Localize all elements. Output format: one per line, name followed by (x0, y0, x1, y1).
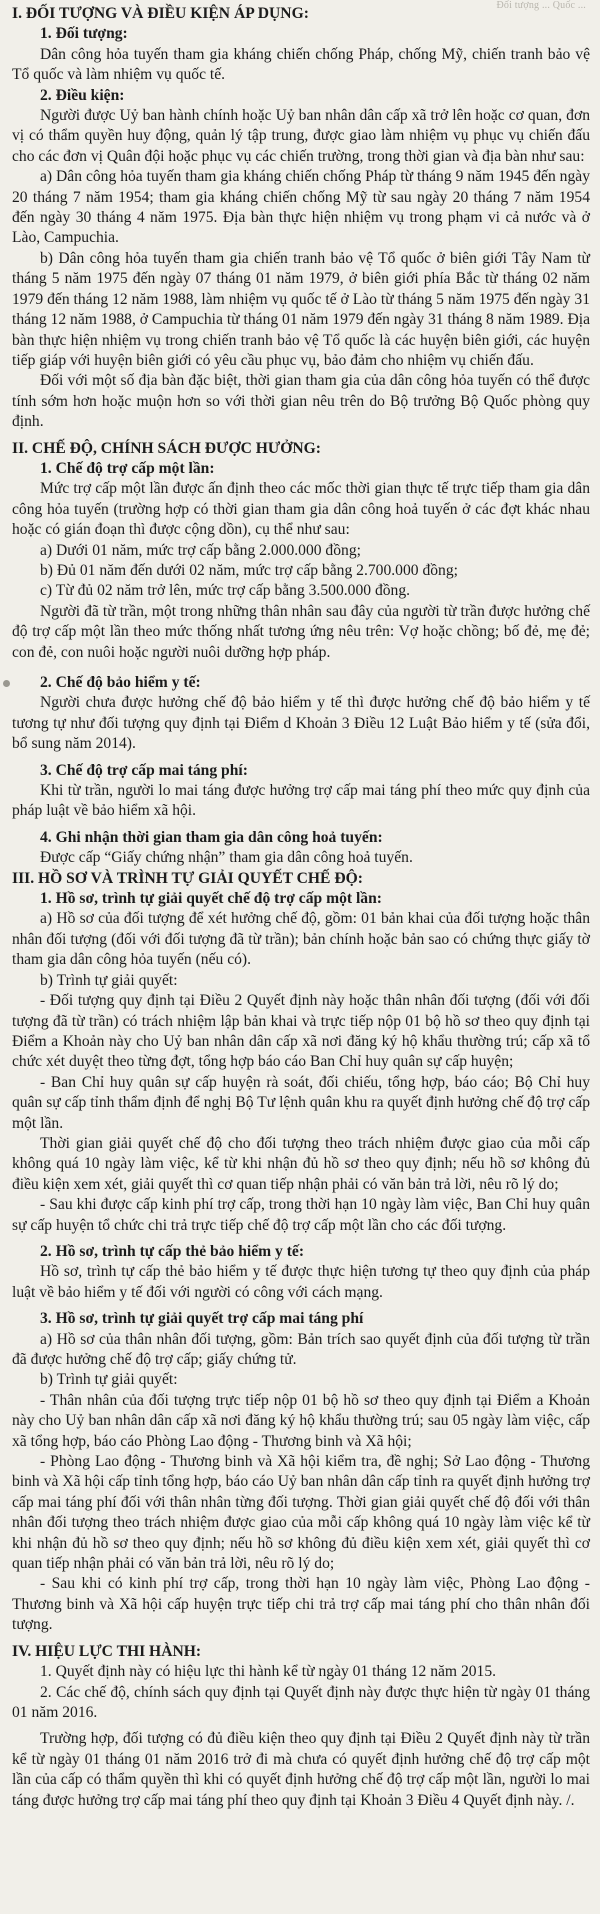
section-2-heading-2 (12, 673, 590, 693)
section-4-paragraph: 1. Quyết định này có hiệu lực thi hành kể từ ngày 01 tháng 12 năm 2015. (40, 1663, 497, 1681)
section-3-paragraph: b) Trình tự giải quyết: (40, 971, 178, 989)
heading-text: 2. Chế độ bảo hiểm y tế: (40, 674, 201, 691)
section-4-paragraph: Trường hợp, đối tượng có đủ điều kiện theo quy định tại Điều 2 Quyết định này từ trần kể từ ngày 01 tháng 01 năm 2016 trở đi mà chưa có quyết định hưởng chế độ trợ cấp một lần của cấp có thẩm quyền thì khi có quyết định hưởng chế độ trợ cấp một lần, người lo mai táng được hưởng trợ cấp mai táng phí theo quy định tại Khoản 3 Điều 4 Quyết định này. /. (12, 1730, 590, 1809)
section-1-paragraph: a) Dân công hỏa tuyến tham gia kháng chiến chống Pháp từ tháng 9 năm 1945 đến ngày 20 tháng 7 năm 1954; tham gia kháng chiến chống Mỹ từ sau ngày 20 tháng 7 năm 1954 đến ngày 30 tháng 4 năm 1975. Địa bàn thực hiện nhiệm vụ trong phạm vi cả nước và ở Lào, Campuchia. (12, 168, 590, 247)
section-2-paragraph: c) Từ đủ 02 năm trở lên, mức trợ cấp bằng 3.500.000 đồng. (40, 582, 411, 600)
section-2-paragraph: a) Dưới 01 năm, mức trợ cấp bằng 2.000.000 đồng; (40, 541, 361, 559)
section-2-paragraph: Khi từ trần, người lo mai táng được hưởng trợ cấp mai táng phí theo mức quy định của pháp luật về bảo hiểm xã hội. (12, 782, 590, 820)
section-3-paragraph: - Đối tượng quy định tại Điều 2 Quyết định này hoặc thân nhân đối tượng (đối với đối tượng đã từ trần) có trách nhiệm lập bản khai và trực tiếp nộp 01 bộ hồ sơ theo quy định tại Điểm a Khoản này cho Uỷ ban nhân dân cấp xã nơi đăng ký hộ khẩu thường trú; cấp xã tổ chức xét duyệt theo từng đợt, tổng hợp báo cáo Ban Chỉ huy quân sự cấp huyện; (12, 992, 590, 1071)
section-3-paragraph: b) Trình tự giải quyết: (40, 1371, 178, 1389)
section-1-paragraph: b) Dân công hỏa tuyến tham gia chiến tranh bảo vệ Tổ quốc ở biên giới Tây Nam từ tháng 5 năm 1975 đến ngày 07 tháng 01 năm 1979, ở biên giới phía Bắc từ tháng 02 năm 1979 đến tháng 12 năm 1988, làm nhiệm vụ quốc tế ở Lào từ tháng 5 năm 1975 đến ngày 31 tháng 12 năm 1988, ở Campuchia từ tháng 01 năm 1979 đến ngày 31 tháng 8 năm 1989. Địa bàn thực hiện nhiệm vụ trong chiến tranh bảo vệ Tổ quốc là các huyện biên giới, các huyện tiếp giáp với huyện biên giới có yêu cầu phục vụ, bảo đảm cho nhiệm vụ chiến đấu. (12, 249, 590, 369)
section-1-paragraph: Dân công hỏa tuyến tham gia kháng chiến chống Pháp, chống Mỹ, chiến tranh bảo vệ Tổ quốc và làm nhiệm vụ quốc tế. (12, 45, 590, 84)
section-3-paragraph: Hồ sơ, trình tự cấp thẻ bảo hiểm y tế được thực hiện tương tự theo quy định của pháp luật về bảo hiểm y tế đối với người có công với cách mạng. (12, 1263, 590, 1301)
section-2-paragraph: Mức trợ cấp một lần được ấn định theo các mốc thời gian thực tế trực tiếp tham gia dân công hỏa tuyến (trường hợp có thời gian tham gia dân công hoả tuyến ở các đợt khác nhau hoặc có gián đoạn thì được cộng dồn), cụ thể như sau: (12, 480, 590, 539)
section-2-heading-4: 4. Ghi nhận thời gian tham gia dân công hoả tuyến: (40, 828, 383, 846)
bleed-through-text: Đối tượng ... Quốc ... (496, 0, 586, 11)
section-1-paragraph: Đối với một số địa bàn đặc biệt, thời gian tham gia của dân công hỏa tuyến có thể được tính sớm hơn hoặc muộn hơn so với thời gian nêu trên do Bộ trưởng Bộ Quốc phòng quy định. (12, 372, 590, 431)
punch-hole-mark (3, 680, 10, 687)
section-3-paragraph: - Thân nhân của đối tượng trực tiếp nộp 01 bộ hồ sơ theo quy định tại Điểm a Khoản này cho Uỷ ban nhân dân cấp xã nơi đăng ký hộ khẩu thường trú; sau 05 ngày làm việc, cấp xã tổng hợp, báo cáo Phòng Lao động - Thương binh và Xã hội; (12, 1391, 590, 1450)
section-2-heading-1: 1. Chế độ trợ cấp một lần: (40, 459, 215, 477)
section-1-heading-1: 1. Đối tượng: (40, 25, 128, 43)
section-2-heading-3: 3. Chế độ trợ cấp mai táng phí: (40, 761, 248, 779)
section-2-paragraph: Người đã từ trần, một trong những thân nhân sau đây của người từ trần được hưởng chế độ trợ cấp một lần theo mức thống nhất tương ứng nêu trên: Vợ hoặc chồng; bố đẻ, mẹ đẻ; con đẻ, con nuôi hoặc người nuôi dưỡng hợp pháp. (12, 602, 590, 661)
section-1-paragraph: Người được Uỷ ban hành chính hoặc Uỷ ban nhân dân cấp xã trở lên hoặc cơ quan, đơn vị có thẩm quyền huy động, quản lý tập trung, được giao làm nhiệm vụ phục vụ chiến đấu cho các đơn vị Quân đội hoặc phục vụ các chiến trường, trong thời gian và địa bàn như sau: (12, 107, 590, 165)
section-3-paragraph: a) Hồ sơ của đối tượng để xét hưởng chế độ, gồm: 01 bản khai của đối tượng hoặc thân nhân đối tượng (đối với đối tượng đã từ trần); bản chính hoặc bản sao có chứng thực giấy tờ tham gia dân công hỏa tuyến (nếu có). (12, 910, 590, 969)
section-3-paragraph: - Sau khi có kinh phí trợ cấp, trong thời hạn 10 ngày làm việc, Phòng Lao động - Thương binh và Xã hội cấp huyện trực tiếp chi trả trợ cấp mai táng phí cho thân nhân đối tượng. (12, 1575, 590, 1634)
section-3-paragraph: Thời gian giải quyết chế độ cho đối tượng theo trách nhiệm được giao của mỗi cấp không quá 10 ngày làm việc, kể từ khi nhận đủ hồ sơ theo quy định; nếu hồ sơ không đủ điều kiện xem xét, giải quyết thì cơ quan tiếp nhận phải có văn bản trả lời, nêu rõ lý do; (12, 1134, 590, 1193)
section-3-heading-3: 3. Hồ sơ, trình tự giải quyết trợ cấp mai táng phí (40, 1310, 364, 1328)
section-4-paragraph: 2. Các chế độ, chính sách quy định tại Quyết định này được thực hiện từ ngày 01 tháng 01 năm 2016. (12, 1683, 590, 1721)
section-2-title: II. CHẾ ĐỘ, CHÍNH SÁCH ĐƯỢC HƯỞNG: (12, 439, 321, 457)
section-3-paragraph: a) Hồ sơ của thân nhân đối tượng, gồm: Bản trích sao quyết định của đối tượng từ trần đã được hưởng chế độ trợ cấp; giấy chứng tử. (12, 1330, 590, 1368)
section-3-paragraph: - Ban Chỉ huy quân sự cấp huyện rà soát, đối chiếu, tổng hợp, báo cáo; Bộ Chỉ huy quân sự cấp tỉnh thẩm định để nghị Bộ Tư lệnh quân khu ra quyết định hưởng chế độ trợ cấp một lần. (12, 1073, 590, 1132)
section-3-heading-2: 2. Hồ sơ, trình tự cấp thẻ bảo hiểm y tế: (40, 1242, 305, 1260)
section-2-paragraph: Người chưa được hưởng chế độ bảo hiểm y tế thì được hưởng chế độ bảo hiểm y tế tương tự như đối tượng quy định tại Điểm d Khoản 3 Điều 12 Luật Bảo hiểm y tế (sửa đổi, bổ sung năm 2014). (12, 694, 590, 753)
section-1-title: I. ĐỐI TƯỢNG VÀ ĐIỀU KIỆN ÁP DỤNG: (12, 5, 309, 22)
section-2-paragraph: b) Đủ 01 năm đến dưới 02 năm, mức trợ cấp bằng 2.700.000 đồng; (40, 561, 458, 579)
section-3-heading-1: 1. Hồ sơ, trình tự giải quyết chế độ trợ cấp một lần: (40, 890, 382, 908)
section-3-paragraph: - Sau khi được cấp kinh phí trợ cấp, trong thời hạn 10 ngày làm việc, Ban Chỉ huy quân sự cấp huyện tổ chức chi trả trực tiếp chế độ trợ cấp một lần cho các đối tượng. (12, 1196, 590, 1234)
section-3-paragraph: - Phòng Lao động - Thương binh và Xã hội kiểm tra, đề nghị; Sở Lao động - Thương binh và Xã hội cấp tỉnh tổng hợp, báo cáo Uỷ ban nhân dân cấp tỉnh ra quyết định hưởng trợ cấp mai táng phí đối với thân nhân từng đối tượng. Thời gian giải quyết chế độ đối với thân nhân đối tượng theo trách nhiệm được giao của mỗi cấp không quá 10 ngày làm việc kể từ khi nhận đủ hồ sơ theo quy định; nếu hồ sơ không đủ điều kiện xem xét, giải quyết thì cơ quan tiếp nhận phải có văn bản trả lời, nêu rõ lý do; (12, 1453, 590, 1573)
section-4-title: IV. HIỆU LỰC THI HÀNH: (12, 1642, 202, 1660)
section-2-paragraph: Được cấp “Giấy chứng nhận” tham gia dân công hoả tuyến. (40, 849, 413, 867)
section-3-title: III. HỒ SƠ VÀ TRÌNH TỰ GIẢI QUYẾT CHẾ ĐỘ: (12, 869, 363, 887)
section-1-heading-2: 2. Điều kiện: (40, 86, 125, 104)
